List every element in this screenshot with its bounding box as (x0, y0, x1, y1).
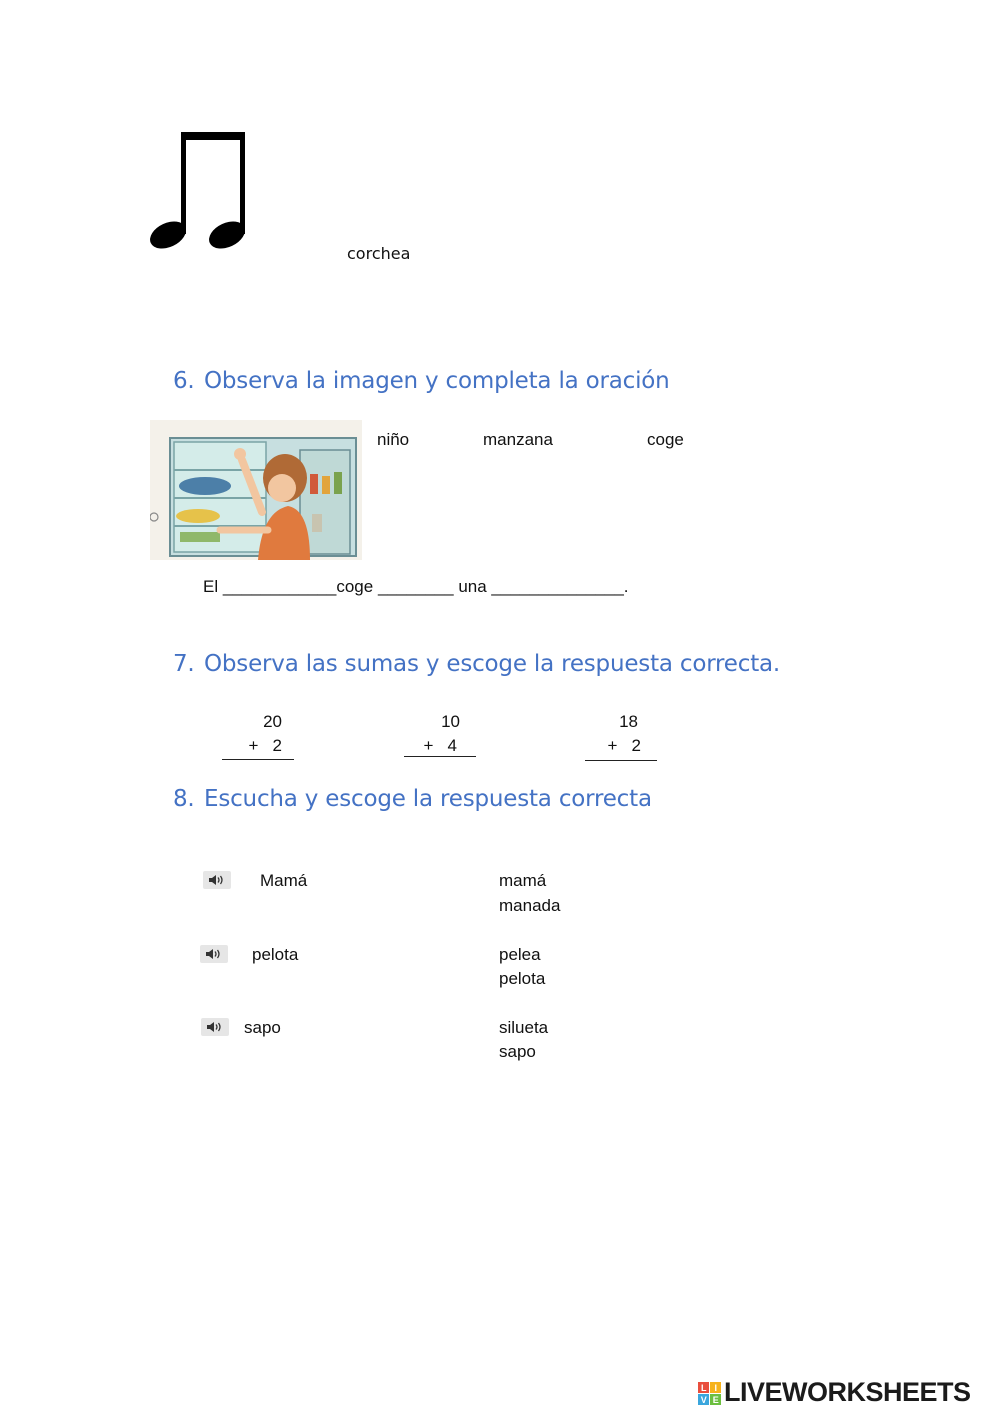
sum-bottom-number: + 2 (607, 736, 641, 755)
sentence-part: coge (336, 577, 374, 596)
sentence-part: El (203, 577, 219, 596)
sum-answer-field[interactable] (404, 761, 476, 783)
sentence-part: una (458, 577, 487, 596)
section-8-number: 8. (173, 786, 195, 812)
answer-option[interactable]: mamá (499, 871, 547, 890)
section-6-heading (173, 368, 670, 394)
fill-in-sentence (203, 577, 629, 597)
answer-option[interactable]: pelota (499, 969, 546, 988)
eighth-notes-icon (148, 130, 248, 257)
speaker-icon[interactable] (200, 945, 228, 963)
logo-text: LIVEWORKSHEETS (724, 1377, 971, 1407)
sum-top-number: 10 (441, 712, 460, 731)
logo-badge-icon: L I V E (698, 1382, 721, 1405)
answer-option[interactable]: pelea (499, 945, 541, 964)
sum-answer-field[interactable] (222, 764, 294, 786)
audio-word: pelota (252, 945, 299, 964)
note-label: corchea (347, 244, 411, 263)
audio-word: Mamá (260, 871, 308, 890)
sentence-blank-1[interactable]: ____________ (222, 577, 337, 596)
sum-line (585, 760, 657, 761)
speaker-icon[interactable] (203, 871, 231, 889)
answer-option[interactable]: sapo (499, 1042, 536, 1061)
section-8-heading (173, 786, 652, 812)
word-bank-item: manzana (483, 430, 553, 449)
section-7-number: 7. (173, 651, 195, 677)
child-opening-fridge-illustration (150, 420, 362, 565)
sentence-end: . (623, 577, 629, 596)
word-bank-item: niño (377, 430, 410, 449)
sum-bottom-number: + 2 (248, 736, 282, 755)
section-7-heading (173, 651, 780, 677)
answer-option[interactable]: silueta (499, 1018, 549, 1037)
answer-option[interactable]: manada (499, 896, 561, 915)
sum-bottom-number: + 4 (423, 736, 457, 755)
sum-answer-field[interactable] (585, 765, 657, 787)
section-6-title: Observa la imagen y completa la oración (204, 368, 670, 394)
sum-top-number: 20 (263, 712, 282, 731)
word-bank-item: coge (647, 430, 684, 449)
audio-word: sapo (244, 1018, 281, 1037)
liveworksheets-logo (698, 1377, 971, 1408)
sentence-blank-3[interactable]: ______________ (491, 577, 624, 596)
sentence-blank-2[interactable]: ________ (377, 577, 454, 596)
section-7-title: Observa las sumas y escoge la respuesta correcta. (204, 651, 781, 677)
sum-line (222, 759, 294, 760)
sum-top-number: 18 (619, 712, 638, 731)
speaker-icon[interactable] (201, 1018, 229, 1036)
sum-line (404, 756, 476, 757)
section-6-number: 6. (173, 368, 195, 394)
section-8-title: Escucha y escoge la respuesta correcta (204, 786, 652, 812)
